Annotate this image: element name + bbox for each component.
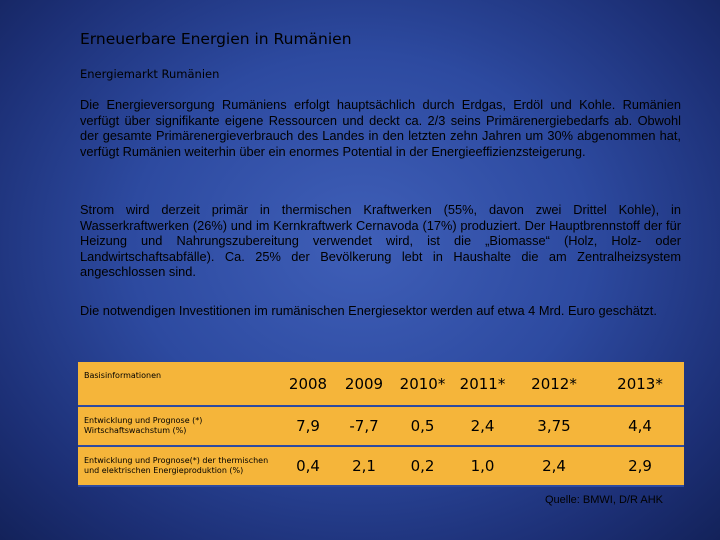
- row-label: Entwicklung und Prognose(*) der thermischen und elektrischen Energieproduktion (%): [78, 446, 280, 486]
- year-header: 2011*: [453, 362, 512, 406]
- year-header: 2013*: [596, 362, 684, 406]
- table-cell: 0,2: [392, 446, 453, 486]
- section-heading: Energiemarkt Rumänien: [80, 67, 220, 81]
- paragraph-energy-supply: Die Energieversorgung Rumäniens erfolgt hauptsächlich durch Erdgas, Erdöl und Kohle. Rumänien verfügt über signifikante eigene Ressourcen und deckt ca. 2/3 seins Primärenergiebedarfs ab. Obwohl der gesamte Primärenergieverbrauch des Landes in den letzten zehn Jahren um 30% abgenommen hat, verfügt Rumänien weiterhin über ein enormes Potential in der Energieeffizienzsteigerung.: [80, 97, 681, 159]
- table-cell: 2,1: [336, 446, 392, 486]
- table-cell: 0,4: [280, 446, 336, 486]
- source-note: Quelle: BMWI, D/R AHK: [545, 494, 663, 506]
- year-header: 2009: [336, 362, 392, 406]
- table-cell: 4,4: [596, 406, 684, 446]
- table-cell: 2,9: [596, 446, 684, 486]
- table-cell: 7,9: [280, 406, 336, 446]
- table-cell: -7,7: [336, 406, 392, 446]
- year-header: 2008: [280, 362, 336, 406]
- year-header: 2010*: [392, 362, 453, 406]
- paragraph-power-generation: Strom wird derzeit primär in thermischen Kraftwerken (55%, davon zwei Drittel Kohle), in Wasserkraftwerken (26%) und im Kernkraftwerk Cernavoda (17%) produziert. Der Hauptbrennstoff der für Heizung und Nahrungszubereitung verwendet wird, ist die „Biomasse“ (Holz, Holz- oder Landwirtschaftsabfälle). Ca. 25% der Bevölkerung lebt in Haushalte die am Zentralheizsystem angeschlossen sind.: [80, 202, 681, 280]
- table-header-label: Basisinformationen: [78, 362, 280, 406]
- row-label: Entwicklung und Prognose (*) Wirtschaftswachstum (%): [78, 406, 280, 446]
- table-row: [78, 446, 684, 486]
- table-header-row: [78, 362, 684, 406]
- paragraph-investments: Die notwendigen Investitionen im rumänischen Energiesektor werden auf etwa 4 Mrd. Euro geschätzt.: [80, 303, 657, 318]
- table-cell: 2,4: [512, 446, 596, 486]
- year-header: 2012*: [512, 362, 596, 406]
- table-cell: 0,5: [392, 406, 453, 446]
- basis-info-table: [78, 362, 684, 487]
- table-cell: 1,0: [453, 446, 512, 486]
- slide-title: Erneuerbare Energien in Rumänien: [80, 30, 352, 48]
- table-row: [78, 406, 684, 446]
- table-cell: 3,75: [512, 406, 596, 446]
- table-cell: 2,4: [453, 406, 512, 446]
